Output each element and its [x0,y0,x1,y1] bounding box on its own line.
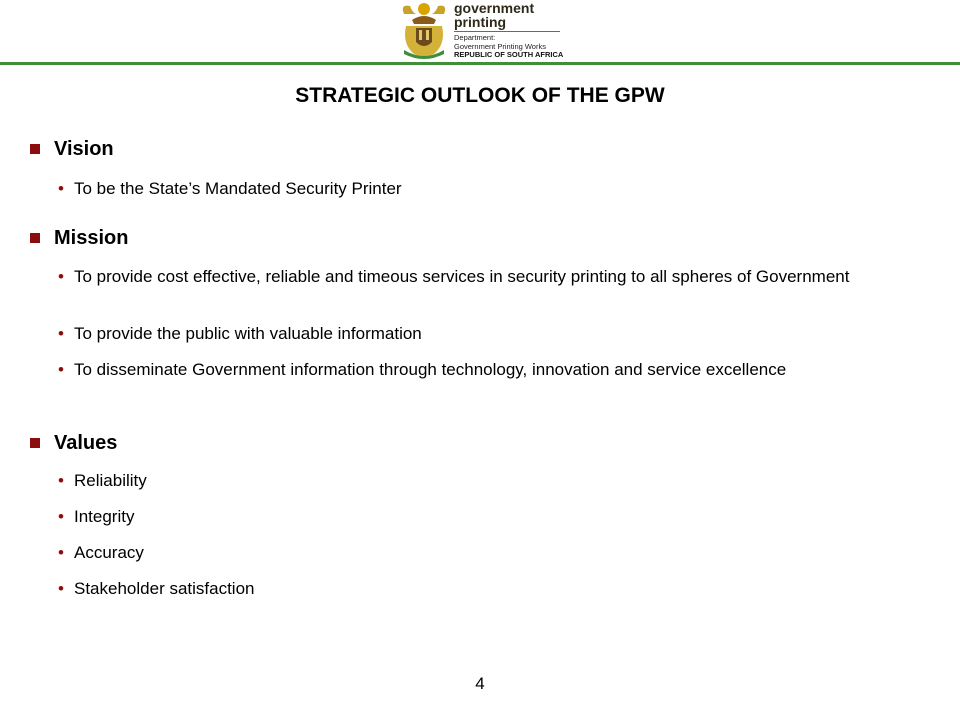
bullet-text: Integrity [74,507,135,526]
bullet-dot-icon: • [58,360,64,379]
section-values [30,431,117,455]
bullet-text: To be the State’s Mandated Security Printer [74,179,402,198]
logo-text-department: Department: [454,33,496,42]
bullet-dot-icon: • [58,179,64,198]
bullet-text: Reliability [74,471,147,490]
logo-text-rsa: REPUBLIC OF SOUTH AFRICA [454,50,564,59]
bullet-dot-icon: • [58,507,64,526]
logo-text-gpw: Government Printing Works [454,42,546,51]
section-heading: Vision [54,138,114,160]
section-square-bullet-icon [30,144,40,154]
bullet-text: Accuracy [74,543,144,562]
section-mission [30,226,128,250]
bullet-dot-icon: • [58,543,64,562]
list-item [58,323,934,345]
bullet-text: To provide cost effective, reliable and timeous services in security printing to all spheres of Government [74,267,850,286]
header-rule [0,62,960,65]
bullet-dot-icon: • [58,579,64,598]
bullet-dot-icon: • [58,267,64,286]
bullet-dot-icon: • [58,324,64,343]
bullet-text: To provide the public with valuable information [74,324,422,343]
list-item [58,542,934,564]
gpw-logo [398,0,568,60]
logo-text-printing: printing [454,14,507,30]
section-heading: Values [54,432,118,454]
section-heading: Mission [54,227,129,249]
section-square-bullet-icon [30,438,40,448]
page-number: 4 [475,674,485,693]
bullet-text: Stakeholder satisfaction [74,579,255,598]
coat-of-arms-icon [398,0,450,60]
slide-title: STRATEGIC OUTLOOK OF THE GPW [295,84,665,107]
slide-header [0,0,960,66]
list-item [58,266,934,288]
list-item [58,506,934,528]
section-square-bullet-icon [30,233,40,243]
logo-text-government: government [454,0,535,16]
bullet-dot-icon: • [58,471,64,490]
list-item [58,578,934,600]
list-item [58,470,934,492]
section-vision [30,137,114,161]
bullet-text: To disseminate Government information through technology, innovation and service excellence [74,360,787,379]
list-item [58,178,934,200]
logo-divider [454,31,560,32]
list-item [58,359,934,381]
